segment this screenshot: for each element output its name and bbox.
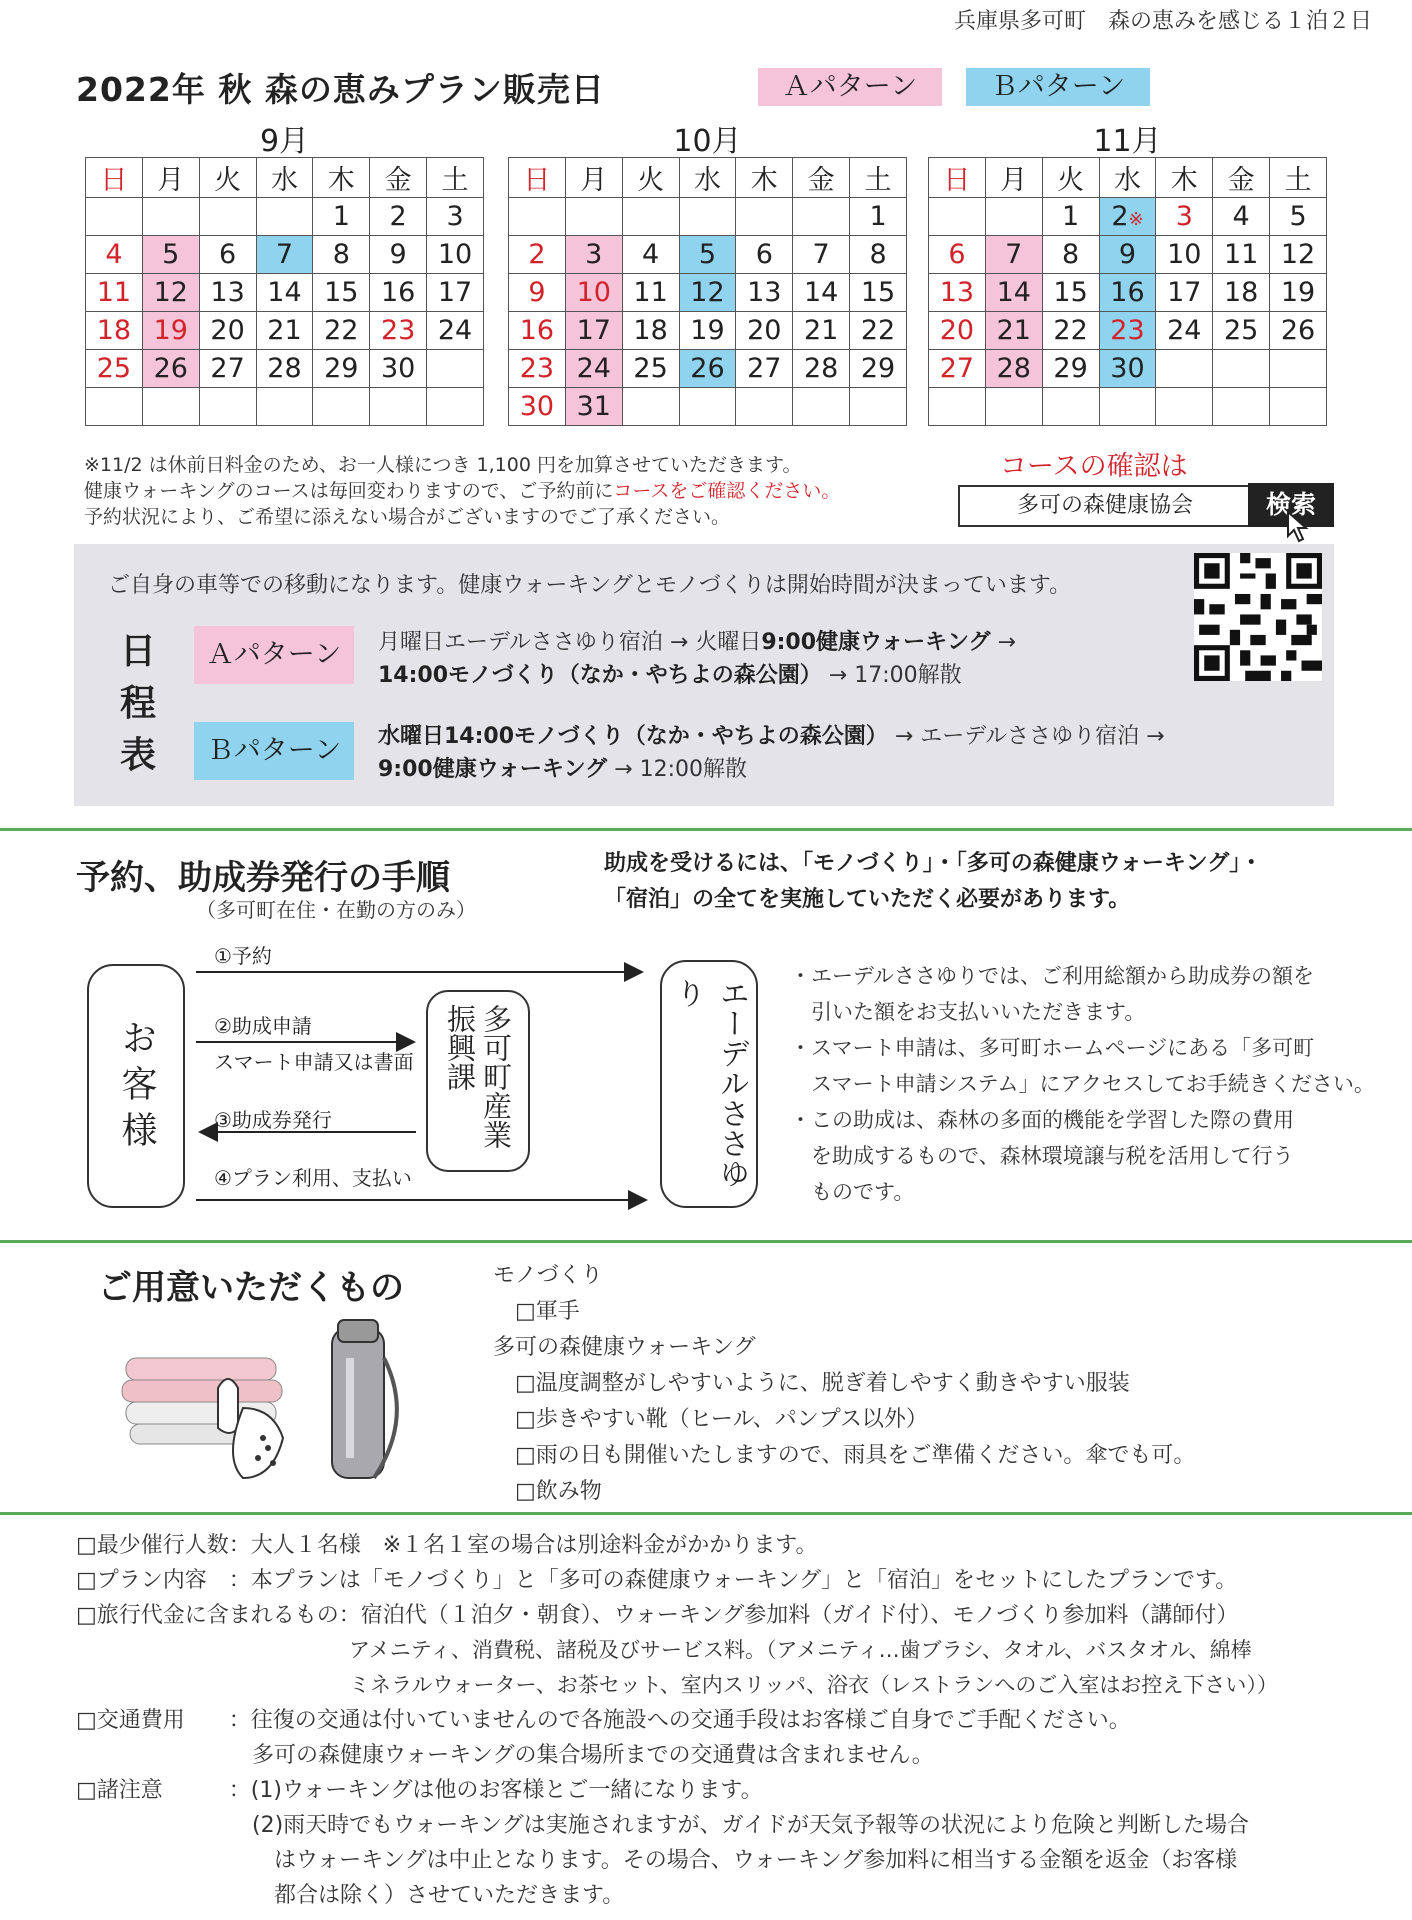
calendar-day: 30: [1099, 350, 1156, 388]
calendar-title-sep: 9月: [259, 124, 310, 159]
calendar-day: 29: [1042, 350, 1099, 388]
calendar-day: 7: [793, 236, 850, 274]
subsidy-requirement: 助成を受けるには、「モノづくり」・「多可の森健康ウォーキング」・ 「宿泊」の全てを実施していただく必要があります。: [604, 851, 1263, 912]
calendar-day: 29: [850, 350, 907, 388]
customer-box: お客様: [87, 964, 185, 1208]
calendar-day: 8: [1042, 236, 1099, 274]
calendar-day: 8: [313, 236, 370, 274]
calendar-day: 2: [509, 236, 566, 274]
calendar-day: 25: [86, 350, 143, 388]
plan-details: □最少催行人数：大人１名様 ※１名１室の場合は別途料金がかかります。 □プラン内容 ：本プランは「モノづくり」と「多可の森健康ウォーキング」と「宿泊」をセットにしたプランです。 □旅行代金に含まれるもの：宿泊代（１泊夕・朝食）、ウォーキング参加料（ガイド付）、モノづくり参加料（講師付） アメニティ、消費税、諸税及びサービス料。（アメニティ…歯ブラシ、タオル、バスタオル、綿棒 ミネラルウォーター、お茶セット、室内スリッパ、浴衣（レストランへのご入室はお控え下さい）） □交通費用 ：往復の交通は付いていませんので各施設への交通手段はお客様ご自身でご手配ください。 多可の森健康ウォーキングの集合場所までの交通費は含まれません。 □諸注意 ：(1)ウォーキングは他のお客様とご一緒になります。 (2)雨天時でもウォーキングは実施されますが、ガイドが天気予報等の状況により危険と判断した場合 はウォーキングは中止となります。その場合、ウォーキング参加料に相当する金額を返金（お客様 都合は除く）させていただきます。: [76, 1533, 1278, 1908]
calendar-day: 19: [142, 312, 199, 350]
calendar-day: 23: [1099, 312, 1156, 350]
schedule-vertical-title: 日 程 表: [120, 631, 157, 776]
calendar-day: 18: [1213, 274, 1270, 312]
calendar-day: 30: [370, 350, 427, 388]
calendar-day: 3: [427, 198, 484, 236]
note-course: 健康ウォーキングのコースは毎回変わりますので、ご予約前にコースをご確認ください。: [84, 480, 841, 502]
calendar-day: 15: [1042, 274, 1099, 312]
calendar-day: 16: [509, 312, 566, 350]
schedule-a-label: Ａパターン: [194, 626, 354, 684]
weekday-header: 月: [142, 158, 199, 198]
calendar-day: 12: [1270, 236, 1327, 274]
calendar-day: 3: [1156, 198, 1213, 236]
course-heading: コースの確認は: [1000, 451, 1188, 482]
calendar-day: 15: [850, 274, 907, 312]
calendar-day: 22: [850, 312, 907, 350]
calendar-day: 31: [565, 388, 622, 426]
weekday-header: 木: [1156, 158, 1213, 198]
calendar-day: 26: [1270, 312, 1327, 350]
page-title: 2022年 秋 森の恵みプラン販売日: [76, 70, 605, 109]
calendar-day: 4: [1213, 198, 1270, 236]
step-reservation: ①予約: [214, 944, 272, 968]
schedule-intro: ご自身の車等での移動になります。健康ウォーキングとモノづくりは開始時間が決まっています。: [108, 573, 1072, 598]
calendar-day: 24: [427, 312, 484, 350]
weekday-header: 土: [850, 158, 907, 198]
calendar-day: 13: [199, 274, 256, 312]
calendar-day: 25: [1213, 312, 1270, 350]
calendar-day: 22: [313, 312, 370, 350]
calendar-day: 6: [736, 236, 793, 274]
procedure-subtitle: （多可町在住・在勤の方のみ）: [196, 898, 476, 922]
calendar-day: 9: [1099, 236, 1156, 274]
calendar-day: 26: [679, 350, 736, 388]
calendar-day: 6: [199, 236, 256, 274]
calendar-day: 4: [86, 236, 143, 274]
calendar-title-oct: 10月: [673, 124, 742, 159]
calendar-day: 5: [679, 236, 736, 274]
weekday-header: 火: [199, 158, 256, 198]
calendar-day: 21: [256, 312, 313, 350]
header-subtitle: 兵庫県多可町 森の恵みを感じる１泊２日: [953, 9, 1372, 34]
calendar-day: 10: [1156, 236, 1213, 274]
calendar-day: 26: [142, 350, 199, 388]
calendar-day: 20: [736, 312, 793, 350]
calendar-day: 18: [622, 312, 679, 350]
weekday-header: 金: [1213, 158, 1270, 198]
weekday-header: 水: [1099, 158, 1156, 198]
calendar-day: 4: [622, 236, 679, 274]
calendar-day: 17: [565, 312, 622, 350]
procedure-title: 予約、助成券発行の手順: [76, 858, 450, 898]
weekday-header: 月: [565, 158, 622, 198]
calendar-day: 18: [86, 312, 143, 350]
calendar-day: 11: [86, 274, 143, 312]
calendar-day: 1: [850, 198, 907, 236]
calendar-day: 15: [313, 274, 370, 312]
calendar-day: 21: [985, 312, 1042, 350]
step-apply-method: スマート申請又は書面: [214, 1050, 414, 1074]
legend-b-pattern: Ｂパターン: [966, 68, 1150, 106]
calendar-day: 9: [509, 274, 566, 312]
calendar-day: 23: [370, 312, 427, 350]
search-input[interactable]: 多可の森健康協会: [958, 485, 1252, 527]
calendar-day: 17: [427, 274, 484, 312]
calendar-day: 16: [370, 274, 427, 312]
calendar-day: 23: [509, 350, 566, 388]
calendar-day: 16: [1099, 274, 1156, 312]
prepare-items: モノづくり □軍手 多可の森健康ウォーキング □温度調整がしやすいように、脱ぎ着しやすく動きやすい服装 □歩きやすい靴（ヒール、パンプス以外） □雨の日も開催いたしますので、雨具をご準備ください。傘でも可。 □飲み物: [493, 1263, 1196, 1504]
calendar-day: 14: [256, 274, 313, 312]
calendar-day: 11: [622, 274, 679, 312]
weekday-header: 土: [427, 158, 484, 198]
calendar-day: 8: [850, 236, 907, 274]
calendar-day: 27: [736, 350, 793, 388]
calendar-day: 1: [313, 198, 370, 236]
calendar-day: 12: [679, 274, 736, 312]
weekday-header: 水: [679, 158, 736, 198]
step-issue: ③助成券発行: [214, 1108, 332, 1132]
calendar-day: 27: [199, 350, 256, 388]
gear-items-illustration-icon: [118, 1318, 418, 1488]
weekday-header: 金: [793, 158, 850, 198]
weekday-header: 土: [1270, 158, 1327, 198]
calendar-day: 12: [142, 274, 199, 312]
calendar-day: 19: [1270, 274, 1327, 312]
calendar-day: 20: [929, 312, 986, 350]
calendar-day: 22: [1042, 312, 1099, 350]
calendar-day: 11: [1213, 236, 1270, 274]
calendar-day: 1: [1042, 198, 1099, 236]
weekday-header: 金: [370, 158, 427, 198]
town-office-box: 多可町産業振興課: [426, 990, 530, 1172]
calendar-day: 28: [793, 350, 850, 388]
weekday-header: 木: [313, 158, 370, 198]
calendar-day: 14: [793, 274, 850, 312]
note-surcharge: ※11/2 は休前日料金のため、お一人様につき 1,100 円を加算させていただきます。: [84, 454, 802, 476]
calendar-day: 10: [565, 274, 622, 312]
calendar-day: 28: [985, 350, 1042, 388]
calendar-day: 9: [370, 236, 427, 274]
weekday-header: 水: [256, 158, 313, 198]
calendar-day: 2※: [1099, 198, 1156, 236]
search-button[interactable]: 検索: [1248, 483, 1334, 527]
legend-a-pattern: Ａパターン: [758, 68, 942, 106]
calendar-day: 19: [679, 312, 736, 350]
calendar-day: 28: [256, 350, 313, 388]
calendar-day: 21: [793, 312, 850, 350]
weekday-header: 木: [736, 158, 793, 198]
schedule-b-text: 水曜日14:00モノづくり（なか・やちよの森公園） → エーデルささゆり宿泊 → 9:00健康ウォーキング → 12:00解散: [378, 724, 1165, 782]
calendar-day: 24: [565, 350, 622, 388]
weekday-header: 日: [929, 158, 986, 198]
edel-sasayuri-box: エーデルささゆり: [660, 960, 758, 1208]
weekday-header: 月: [985, 158, 1042, 198]
calendar-day: 5: [142, 236, 199, 274]
calendar-day: 7: [256, 236, 313, 274]
weekday-header: 日: [509, 158, 566, 198]
step-use-pay: ④プラン利用、支払い: [214, 1166, 412, 1190]
calendar-day: 20: [199, 312, 256, 350]
calendar-day: 7: [985, 236, 1042, 274]
calendar-day: 13: [929, 274, 986, 312]
calendar-day: 10: [427, 236, 484, 274]
calendar-day: 24: [1156, 312, 1213, 350]
calendar-day: 25: [622, 350, 679, 388]
section-divider: [0, 1240, 1412, 1243]
calendar-day: 13: [736, 274, 793, 312]
calendar-title-nov: 11月: [1093, 124, 1162, 159]
procedure-notes: ・エーデルささゆりでは、ご利用総額から助成券の額を 引いた額をお支払いいただきます。 ・スマート申請は、多可町ホームページにある「多可町 スマート申請システム」にアクセスしてお手続きください。 ・この助成は、森林の多面的機能を学習した際の費用 を助成するもので、森林環境譲与税を活用して行う ものです。: [790, 964, 1375, 1204]
calendar-day: 27: [929, 350, 986, 388]
schedule-b-label: Ｂパターン: [194, 722, 354, 780]
note-availability: 予約状況により、ご希望に添えない場合がございますのでご了承ください。: [84, 506, 731, 528]
note-course-emphasis: コースをご確認ください。: [613, 480, 841, 502]
calendar-day: 17: [1156, 274, 1213, 312]
calendar-day: 30: [509, 388, 566, 426]
calendar-day: 29: [313, 350, 370, 388]
weekday-header: 火: [622, 158, 679, 198]
schedule-a-text: 月曜日エーデルささゆり宿泊 → 火曜日9:00健康ウォーキング → 14:00モノづくり（なか・やちよの森公園） → 17:00解散: [378, 630, 1016, 688]
calendar-day: 2: [370, 198, 427, 236]
calendar-day: 14: [985, 274, 1042, 312]
calendar-day: 5: [1270, 198, 1327, 236]
prepare-title: ご用意いただくもの: [98, 1268, 404, 1308]
step-apply: ②助成申請: [214, 1014, 312, 1038]
weekday-header: 日: [86, 158, 143, 198]
section-divider: [0, 1512, 1412, 1515]
calendar-day: 3: [565, 236, 622, 274]
calendar-day: 6: [929, 236, 986, 274]
weekday-header: 火: [1042, 158, 1099, 198]
